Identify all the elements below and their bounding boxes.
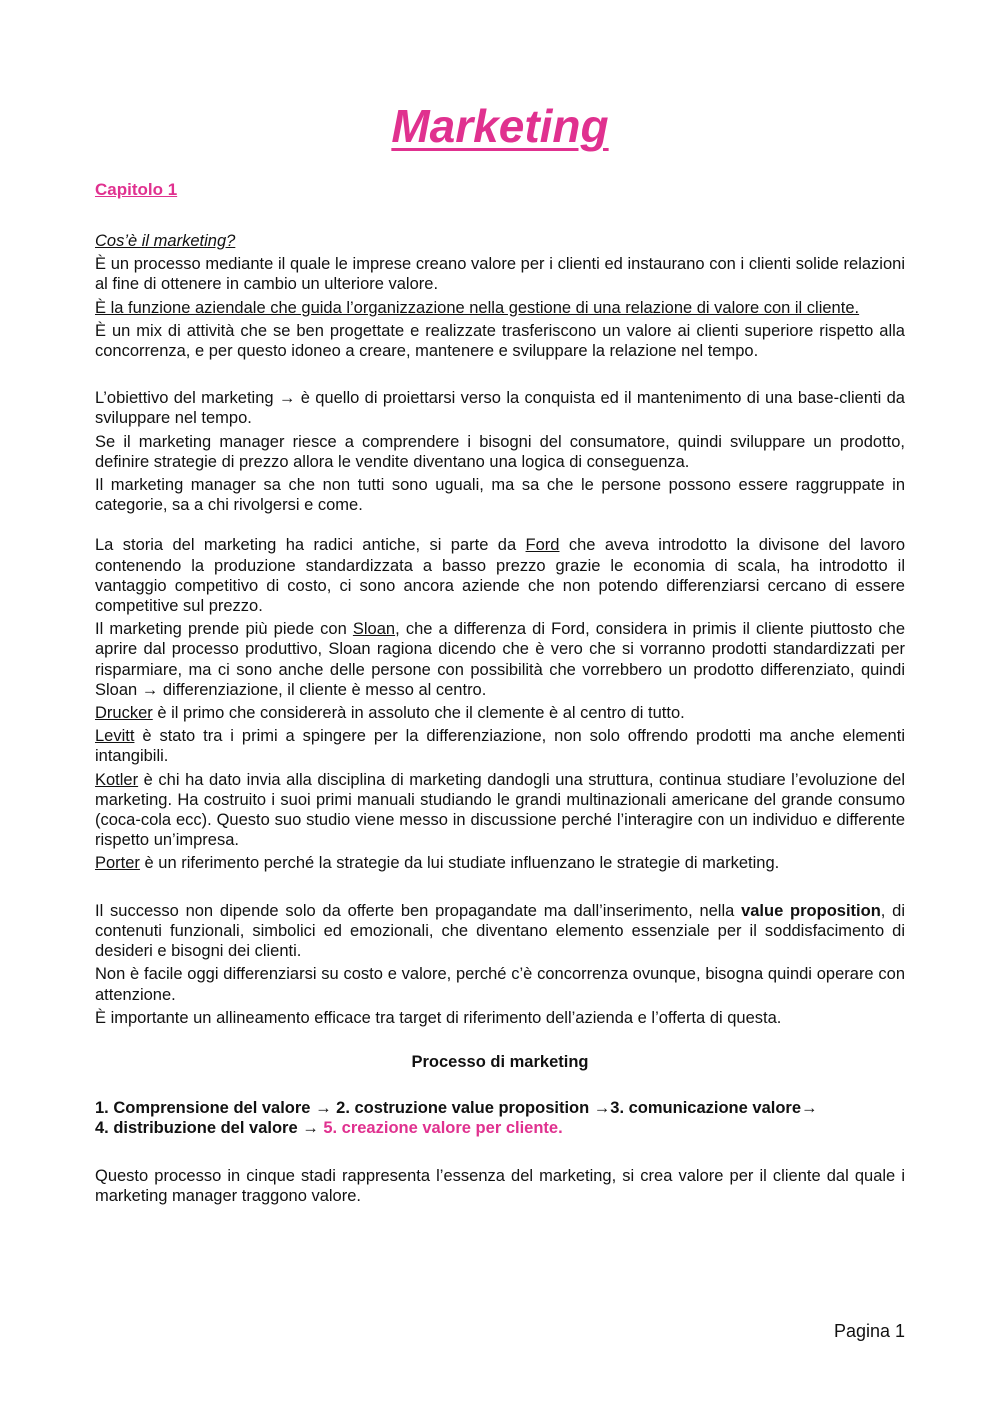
text: è chi ha dato invia alla disciplina di marketing dandogli una struttura, continua studiare l’evoluzione del marketing. Ha costruito i suoi primi manuali studiando le grandi multinazionali americane del grande consumo (coca-cola ecc). Questo suo studio viene messo in discussione perché l’interagire con un individuo e differente rispetto un’impresa. bbox=[95, 770, 905, 850]
paragraph: È un mix di attività che se ben progettate e realizzate trasferiscono un valore ai clienti superiore rispetto alla concorrenza, e per questo idoneo a creare, mantenere e sviluppare la relazione nel tempo. bbox=[95, 321, 905, 361]
name-ford: Ford bbox=[525, 536, 560, 555]
name-drucker: Drucker bbox=[95, 704, 153, 723]
chapter-heading: Capitolo 1 bbox=[95, 180, 178, 199]
paragraph: È un processo mediante il quale le imprese creano valore per i clienti ed instaurano con i clienti solide relazioni al fine di ottenere in cambio un ulteriore valore. bbox=[95, 255, 905, 294]
process-steps bbox=[95, 1098, 905, 1138]
paragraph-value-proposition bbox=[95, 901, 905, 962]
steps-line-1: 1. Comprensione del valore → 2. costruzione value proposition →3. comunicazione valore→ bbox=[95, 1099, 818, 1118]
term-value-proposition: value proposition bbox=[741, 901, 881, 920]
paragraph: Non è facile oggi differenziarsi su costo e valore, perché c’è concorrenza ovunque, bisogna quindi operare con attenzione. bbox=[95, 965, 905, 1004]
paragraph-sloan bbox=[95, 619, 905, 700]
paragraph: Questo processo in cinque stadi rappresenta l’essenza del marketing, si crea valore per il cliente dal quale i marketing manager traggono valore. bbox=[95, 1166, 905, 1205]
document-title: Marketing bbox=[391, 100, 609, 152]
text: Il marketing prende più piede con bbox=[95, 620, 353, 639]
paragraph-ford bbox=[95, 535, 905, 616]
name-sloan: Sloan bbox=[352, 620, 396, 639]
text: Il successo non dipende solo da offerte ben propagandate ma dall’inserimento, nella bbox=[95, 901, 742, 920]
paragraph: L’obiettivo del marketing → è quello di proiettarsi verso la conquista ed il mantenimento di una base-clienti da sviluppare nel tempo. bbox=[95, 389, 905, 428]
paragraph-drucker bbox=[95, 703, 905, 723]
text: che aveva introdotto la divisone del lavoro contenendo la produzione standardizzata a basso prezzo grazie le economia di scala, ha introdotto il vantaggio competitivo di costo, ci sono ancora aziende che non potendo differenziarsi cercano di essere competitive sul prezzo. bbox=[95, 536, 905, 616]
name-kotler: Kotler bbox=[95, 770, 139, 789]
name-porter: Porter bbox=[95, 854, 140, 873]
paragraph: Il marketing manager sa che non tutti sono uguali, ma sa che le persone possono essere raggruppate in categorie, sa a chi rivolgersi e come. bbox=[95, 476, 905, 515]
page-number: Pagina 1 bbox=[833, 1321, 905, 1341]
text: è stato tra i primi a spingere per la differenziazione, non solo offrendo prodotti ma anche elementi intangibili. bbox=[95, 727, 905, 766]
text: , che a differenza di Ford, considera in primis il cliente piuttosto che aprire dal processo produttivo, Sloan ragiona dicendo che è vero che si vorranno prodotti standardizzati per risparmiare, ma ci sono anche delle persone con possibilità che vorrebbero un prodotto differenziato, quindi Sloan → differenziazione, il cliente è messo al centro. bbox=[95, 620, 905, 699]
paragraph-levitt bbox=[95, 726, 905, 766]
steps-line-2: 4. distribuzione del valore → bbox=[95, 1119, 324, 1138]
text: è il primo che considererà in assoluto che il clemente è al centro di tutto. bbox=[152, 704, 685, 723]
paragraph-underlined: È la funzione aziendale che guida l’organizzazione nella gestione di una relazione di valore con il cliente. bbox=[95, 298, 860, 317]
paragraph: È importante un allineamento efficace tra target di riferimento dell’azienda e l’offerta di questa. bbox=[95, 1008, 782, 1027]
paragraph-kotler bbox=[95, 770, 905, 851]
paragraph-porter bbox=[95, 853, 905, 873]
document-body bbox=[95, 231, 905, 1209]
text: La storia del marketing ha radici antiche, si parte da bbox=[95, 536, 526, 555]
steps-final-step: 5. creazione valore per cliente. bbox=[323, 1119, 563, 1138]
section-title: Processo di marketing bbox=[411, 1052, 589, 1071]
name-levitt: Levitt bbox=[95, 727, 135, 746]
paragraph: Se il marketing manager riesce a comprendere i bisogni del consumatore, quindi sviluppare un prodotto, definire strategie di prezzo allora le vendite diventano una logica di conseguenza. bbox=[95, 432, 905, 471]
text: , di contenuti funzionali, simbolici ed emozionali, che diventano elemento essenziale per il soddisfacimento di desideri e bisogni dei clienti. bbox=[95, 901, 905, 961]
text: è un riferimento perché la strategie da lui studiate influenzano le strategie di marketing. bbox=[139, 854, 780, 873]
question-heading: Cos’è il marketing? bbox=[95, 232, 236, 250]
